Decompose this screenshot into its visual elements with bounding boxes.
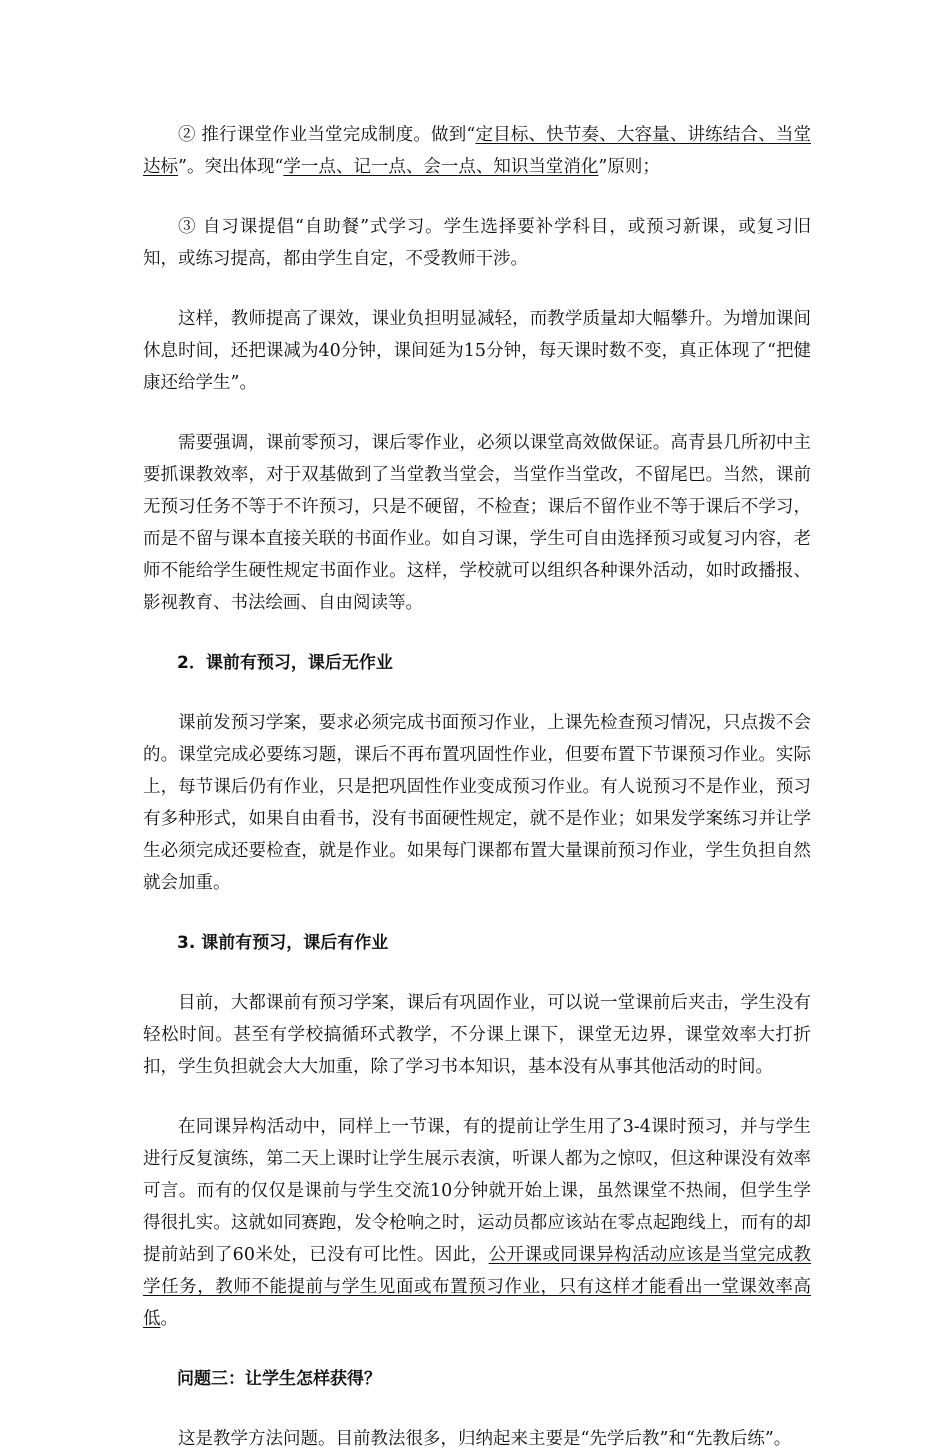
paragraph-teaching-methods: 这是教学方法问题。目前教法很多，归纳起来主要是“先学后教”和“先教后练”。 — [178, 1429, 792, 1449]
paragraph-preview-and-homework: 目前，大都课前有预习学案，课后有巩固作业，可以说一堂课前后夹击，学生没有轻松时间。甚至有学校搞循环式教学，不分课上课下，课堂无边界，课堂效率大打折扣，学生负担就会大大加重，除了学习书本知识，基本没有从事其他活动的时间。 — [143, 993, 811, 1077]
paragraph-efficiency: 这样，教师提高了课效，课业负担明显减轻，而教学质量却大幅攀升。为增加课间休息时间，还把课减为40分钟，课间延为15分钟，每天课时数不变，真正体现了“把健康还给学生”。 — [143, 309, 811, 393]
underlined-phrase: 公开课或同课异构活动应该是当堂完成教学任务，教师不能提前与学生见面或布置预习作业，只有这样才能看出一堂课效率高低 — [143, 1245, 811, 1329]
paragraph-self-study: ③ 自习课提倡“自助餐”式学习。学生选择要补学科目，或预习新课，或复习旧知，或练习提高，都由学生自定，不受教师干涉。 — [143, 217, 811, 269]
paragraph-same-lesson: 在同课异构活动中，同样上一节课，有的提前让学生用了3-4课时预习，并与学生进行反复演练，第二天上课时让学生展示表演，听课人都为之惊叹，但这种课没有效率可言。而有的仅仅是课前与学生交流10分钟就开始上课，虽然课堂不热闹，但学生学得很扎实。这就如同赛跑，发令枪响之时，运动员都应该站在零点起跑线上，而有的却提前站到了60米处，已没有可比性。因此，公开课或同课异构活动应该是当堂完成教学任务，教师不能提前与学生见面或布置预习作业，只有这样才能看出一堂课效率高低。 — [143, 1117, 811, 1329]
paragraph-preview-no-homework: 课前发预习学案，要求必须完成书面预习作业，上课先检查预习情况，只点拨不会的。课堂完成必要练习题，课后不再布置巩固性作业，但要布置下节课预习作业。实际上，每节课后仍有作业，只是把巩固性作业变成预习作业。有人说预习不是作业，预习有多种形式，如果自由看书，没有书面硬性规定，就不是作业；如果发学案练习并让学生必须完成还要检查，就是作业。如果每门课都布置大量课前预习作业，学生负担自然就会加重。 — [143, 713, 811, 893]
section-heading-3: 3. 课前有预习，课后有作业 — [177, 933, 389, 953]
question-three-heading: 问题三：让学生怎样获得？ — [177, 1369, 381, 1389]
underlined-phrase: 定目标、快节奏、大容量、讲练结合、当堂达标 — [143, 125, 812, 177]
section-heading-2: 2．课前有预习，课后无作业 — [177, 653, 393, 673]
document-page — [143, 0, 811, 1455]
paragraph-homework-in-class: ② 推行课堂作业当堂完成制度。做到“定目标、快节奏、大容量、讲练结合、当堂达标”。突出体现“学一点、记一点、会一点、知识当堂消化”原则； — [143, 125, 812, 177]
underlined-phrase: 学一点、记一点、会一点、知识当堂消化 — [283, 157, 599, 177]
paragraph-emphasis: 需要强调，课前零预习，课后零作业，必须以课堂高效做保证。高青县几所初中主要抓课教效率，对于双基做到了当堂教当堂会，当堂作当堂改，不留尾巴。当然，课前无预习任务不等于不许预习，只是不硬留，不检查；课后不留作业不等于课后不学习，而是不留与课本直接关联的书面作业。如自习课，学生可自由选择预习或复习内容，老师不能给学生硬性规定书面作业。这样，学校就可以组织各种课外活动，如时政播报、影视教育、书法绘画、自由阅读等。 — [143, 433, 811, 613]
